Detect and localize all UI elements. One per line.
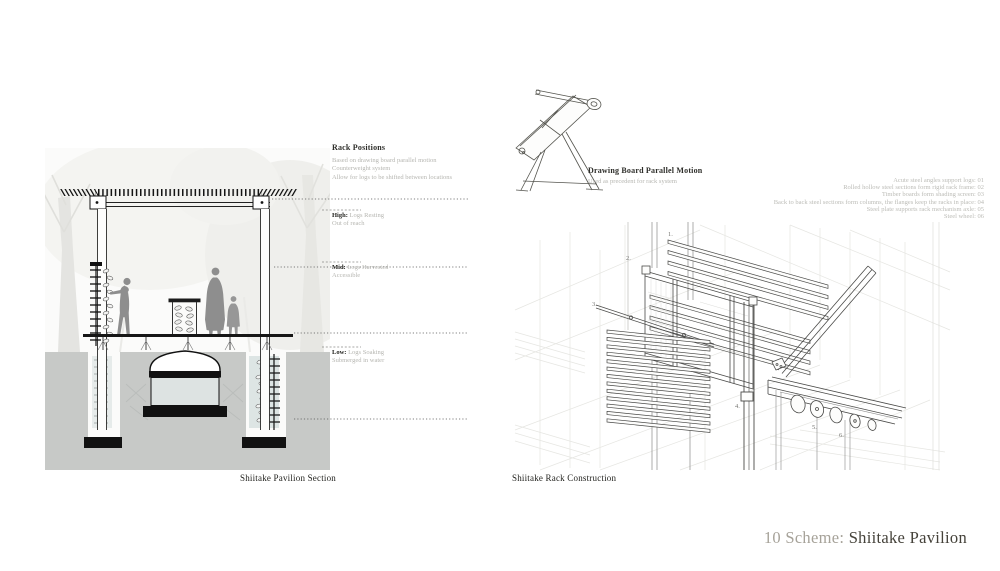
key-line: Steel wheel: 06 [943, 213, 984, 221]
wheel-assembly [768, 377, 906, 470]
high-text: Logs Resting [347, 212, 385, 219]
part-label-3: 3. [592, 301, 597, 308]
page-title [764, 528, 967, 548]
annotation-low [332, 349, 384, 366]
page-title-prefix: 10 Scheme: [763, 528, 849, 547]
precedent-subtext: Used as precedent for rack system [588, 178, 677, 185]
low-label: Low: [332, 349, 347, 356]
mid-detail: Accessible [332, 272, 361, 280]
key-line: Acute steel angles support logs: 01 [893, 177, 984, 184]
low-detail: Submerged in water [332, 357, 385, 365]
annotation-high [332, 212, 384, 229]
part-label-1: 1. [668, 231, 673, 238]
mid-text: Logs Harvested [345, 264, 389, 271]
low-text: Logs Soaking [346, 349, 385, 356]
description-line: Based on drawing board parallel motion [332, 157, 437, 164]
water-tank [143, 351, 227, 417]
mid-label: Mid: [332, 264, 346, 271]
pavilion-section-drawing [40, 145, 470, 480]
description-line: Counterweight system [332, 165, 391, 173]
precedent-heading: Drawing Board Parallel Motion [588, 166, 703, 175]
key-line: Back to back steel sections form columns, the flanges keep the racks in place: 04 [773, 198, 984, 206]
section-caption: Shiitake Pavilion Section [240, 473, 336, 483]
diagonal-beam [772, 266, 876, 377]
high-detail: Out of reach [332, 220, 365, 228]
right-column [261, 209, 270, 430]
construction-key [654, 177, 984, 220]
key-line: Rolled hollow steel sections form rigid rack frame: 02 [843, 184, 984, 192]
key-line: Steel plate supports rack mechanism axle: 05 [866, 205, 984, 213]
rack-positions-description [332, 157, 452, 182]
page-title-main: Shiitake Pavilion [848, 528, 967, 547]
part-label-2: 2. [626, 255, 631, 262]
part-label-5: 5. [812, 424, 817, 431]
part-label-4: 4. [735, 403, 740, 410]
part-label-6: 6. [839, 432, 844, 439]
rack-axonometric-drawing [505, 218, 955, 473]
construction-caption: Shiitake Rack Construction [512, 473, 617, 483]
high-label: High: [332, 212, 348, 219]
description-line: Allow for logs to be shifted between locations [332, 173, 453, 181]
key-line: Timber boards form shading screen: 03 [881, 191, 984, 199]
annotation-mid [332, 264, 388, 281]
rack-positions-heading: Rack Positions [332, 143, 386, 152]
timber-shading-screen [596, 305, 714, 433]
